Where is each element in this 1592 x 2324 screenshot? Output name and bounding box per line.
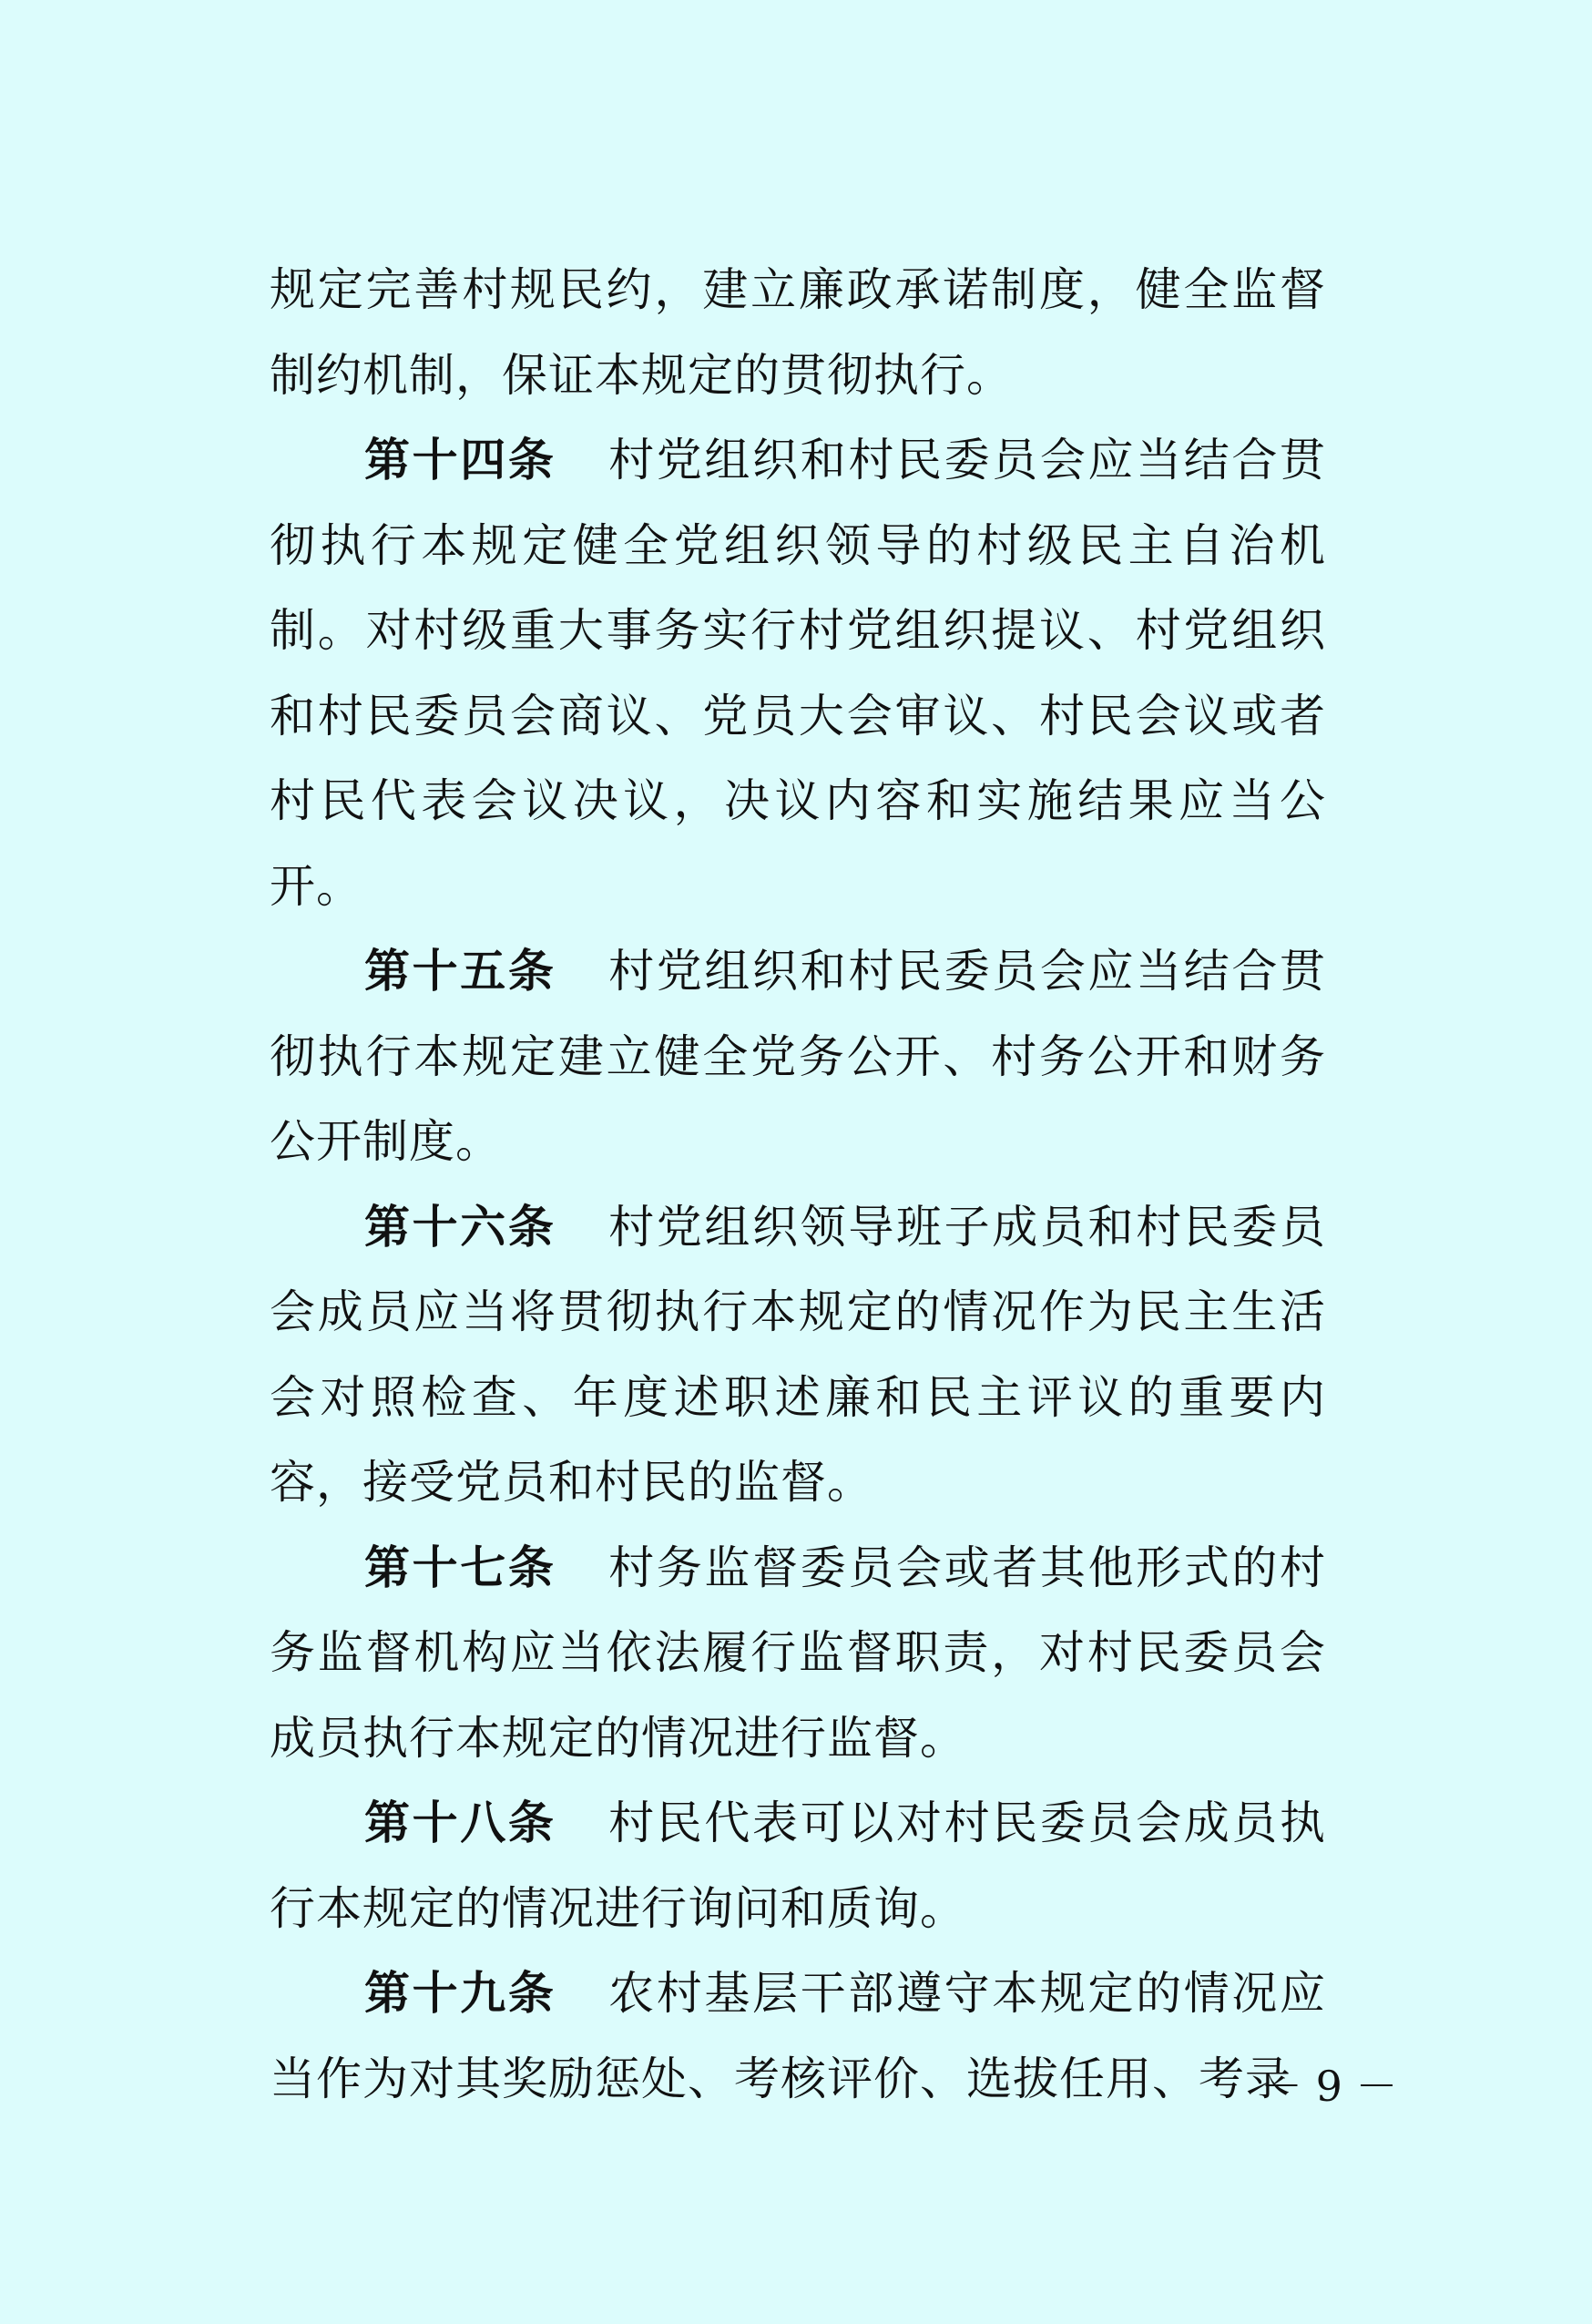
article-heading: 第十七条 [364,1541,556,1594]
paragraph-text: 农村基层干部遵守本规定的情况应当作为对其奖励惩处、考核评价、选拔任用、考录 [270,1967,1327,2105]
article-heading: 第十八条 [364,1797,556,1849]
paragraph-text: 村民代表可以对村民委员会成员执行本规定的情况进行询问和质询。 [270,1797,1327,1935]
article-15 [270,929,1326,1185]
document-body [270,248,1326,2122]
article-19 [270,1951,1326,2122]
page-number: － 9 － [1260,2062,1398,2111]
article-heading: 第十五条 [364,945,556,998]
article-heading: 第十九条 [364,1967,556,2020]
article-heading: 第十六条 [364,1200,556,1254]
paragraph-text: 村党组织领导班子成员和村民委员会成员应当将贯彻执行本规定的情况作为民主生活会对照检查、年度述职述廉和民主评议的重要内容，接受党员和村民的监督。 [270,1200,1327,1509]
article-17 [270,1526,1326,1782]
paragraph-text: 村党组织和村民委员会应当结合贯彻执行本规定健全党组织领导的村级民主自治机制。对村级重大事务实行村党组织提议、村党组织和村民委员会商议、党员大会审议、村民会议或者村民代表会议决议，决议内容和实施结果应当公开。 [270,434,1327,913]
paragraph-continuation [270,248,1326,418]
article-heading: 第十四条 [364,434,556,486]
paragraph-text: 规定完善村规民约，建立廉政承诺制度，健全监督制约机制，保证本规定的贯彻执行。 [270,263,1326,402]
article-16 [270,1185,1326,1526]
paragraph-text: 村党组织和村民委员会应当结合贯彻执行本规定建立健全党务公开、村务公开和财务公开制度。 [270,945,1327,1168]
article-14 [270,418,1326,929]
paragraph-text: 村务监督委员会或者其他形式的村务监督机构应当依法履行监督职责，对村民委员会成员执行本规定的情况进行监督。 [270,1541,1327,1765]
article-18 [270,1781,1326,1951]
